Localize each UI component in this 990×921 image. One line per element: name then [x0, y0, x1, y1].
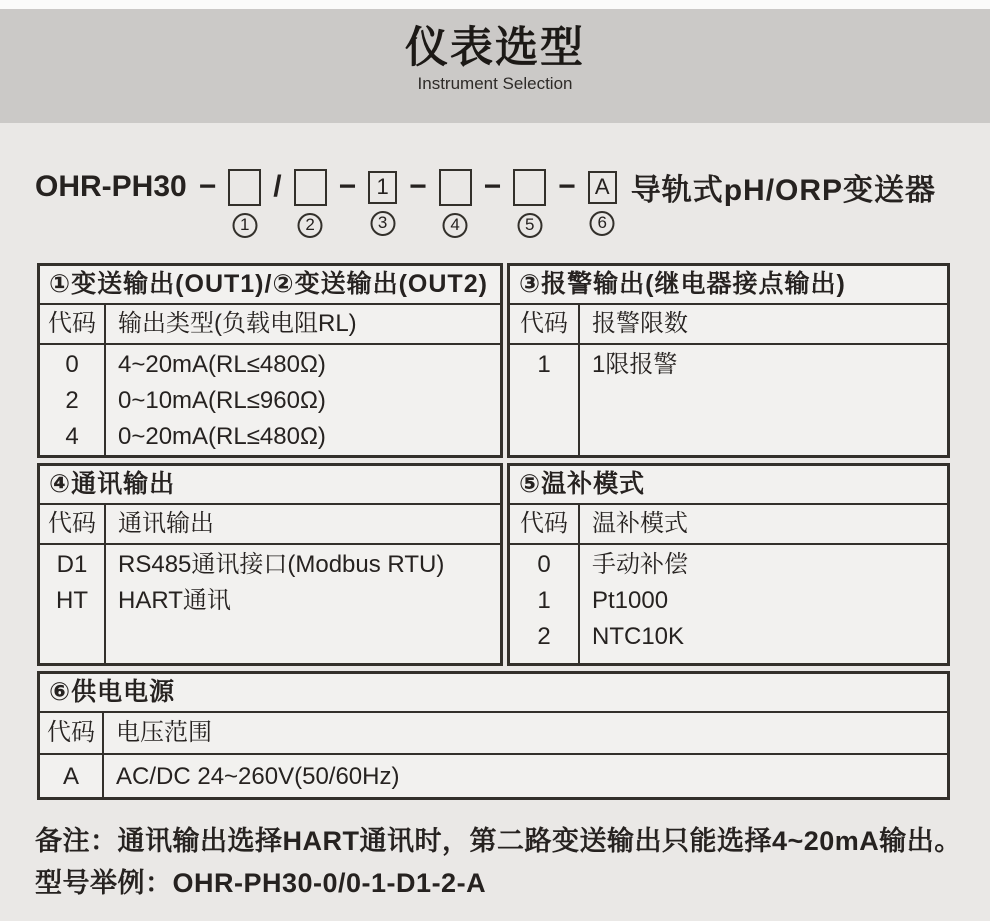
code-column-header: 代码 [40, 305, 106, 343]
table-temp-compensation [507, 463, 950, 666]
desc-cell: Pt1000 [592, 587, 669, 614]
desc-cell: NTC10K [592, 623, 685, 650]
model-ordering-code [35, 165, 990, 234]
circled-number-6: 6 [590, 211, 615, 236]
desc-column [104, 757, 947, 797]
desc-column-header: 报警限数 [592, 310, 688, 337]
code-column [510, 545, 580, 663]
model-slot-6 [588, 171, 617, 232]
table-subheader [40, 713, 947, 755]
separator-dash: − [483, 170, 502, 203]
code-cell: 1 [537, 587, 551, 614]
circled-number-5: 5 [517, 213, 542, 238]
desc-column [580, 347, 947, 455]
code-cell: 0 [537, 551, 551, 578]
model-slot-3 [368, 171, 397, 232]
table-subheader [510, 505, 947, 545]
desc-cell: 手动补偿 [592, 551, 688, 578]
table-section-header: ⑥供电电源 [40, 674, 947, 713]
table-row-group-1 [37, 263, 950, 458]
table-body [40, 755, 947, 797]
table-section-header: ④通讯输出 [40, 466, 500, 505]
model-slot-2 [294, 169, 327, 234]
desc-column-header: 通讯输出 [118, 510, 214, 537]
table-row-group-2 [37, 463, 950, 666]
table-section-header: ⑤温补模式 [510, 466, 947, 505]
table-power-supply [37, 671, 950, 800]
desc-column [580, 547, 947, 663]
table-subheader [40, 305, 500, 345]
title-banner [0, 9, 990, 123]
circled-number-3: 3 [370, 211, 395, 236]
page-subtitle: Instrument Selection [417, 74, 573, 94]
separator-slash: / [273, 170, 282, 203]
page-top-margin [0, 0, 990, 9]
separator-dash: − [338, 170, 357, 203]
code-cell: D1 [56, 551, 88, 578]
table-transmit-output [37, 263, 503, 458]
desc-cell: 0~20mA(RL≤480Ω) [118, 423, 326, 450]
desc-cell: HART通讯 [118, 587, 231, 614]
table-subheader [510, 305, 947, 345]
code-cell: 2 [537, 623, 551, 650]
option-box-4 [439, 169, 472, 206]
code-cell: A [62, 763, 79, 790]
desc-column-header: 电压范围 [116, 719, 212, 746]
model-slot-1 [228, 169, 261, 234]
page-title: 仪表选型 [405, 24, 585, 72]
option-box-5 [513, 169, 546, 206]
model-description: 导轨式pH/ORP变送器 [630, 174, 937, 207]
desc-column-header: 输出类型(负载电阻RL) [118, 310, 357, 337]
footnotes [35, 821, 990, 905]
circled-number-1: 1 [232, 213, 257, 238]
code-column-header: 代码 [510, 505, 580, 543]
separator-dash: − [409, 170, 427, 203]
code-column-header: 代码 [40, 713, 104, 753]
desc-cell: 0~10mA(RL≤960Ω) [118, 387, 326, 414]
code-cell: 2 [65, 387, 79, 414]
option-box-3: 1 [368, 171, 397, 204]
desc-column [106, 347, 500, 455]
separator-dash: − [558, 170, 576, 203]
model-slot-4 [439, 169, 472, 234]
table-body [40, 545, 500, 663]
separator-dash: − [198, 170, 217, 203]
code-column [40, 755, 104, 797]
circled-number-4: 4 [443, 213, 468, 238]
table-section-header: ①变送输出(OUT1)/②变送输出(OUT2) [40, 266, 500, 305]
table-body [510, 345, 947, 455]
code-column [510, 345, 580, 455]
desc-column [106, 547, 500, 663]
desc-cell: 1限报警 [592, 351, 678, 378]
circled-number-2: 2 [298, 213, 323, 238]
table-communication-output [37, 463, 503, 666]
code-column [40, 545, 106, 663]
model-prefix: OHR-PH30 [35, 170, 187, 203]
desc-cell: AC/DC 24~260V(50/60Hz) [116, 763, 400, 790]
selection-tables [37, 263, 950, 800]
code-cell: 0 [65, 351, 79, 378]
table-row-group-3 [37, 671, 950, 800]
code-cell: 4 [65, 423, 79, 450]
table-section-header: ③报警输出(继电器接点输出) [510, 266, 947, 305]
table-subheader [40, 505, 500, 545]
desc-cell: RS485通讯接口(Modbus RTU) [118, 551, 445, 578]
desc-column-header: 温补模式 [592, 510, 688, 537]
option-box-1 [228, 169, 261, 206]
option-box-6: A [588, 171, 617, 204]
code-column [40, 345, 106, 455]
code-cell: 1 [537, 351, 551, 378]
desc-cell: 4~20mA(RL≤480Ω) [118, 351, 326, 378]
code-cell: HT [56, 587, 88, 614]
code-column-header: 代码 [40, 505, 106, 543]
table-body [510, 545, 947, 663]
table-body [40, 345, 500, 455]
note-model-example: 型号举例：OHR-PH30-0/0-1-D1-2-A [35, 867, 487, 898]
note-remark: 备注：通讯输出选择HART通讯时，第二路变送输出只能选择4~20mA输出。 [35, 826, 962, 856]
model-slot-5 [513, 169, 546, 234]
option-box-2 [294, 169, 327, 206]
table-alarm-output [507, 263, 950, 458]
code-column-header: 代码 [510, 305, 580, 343]
